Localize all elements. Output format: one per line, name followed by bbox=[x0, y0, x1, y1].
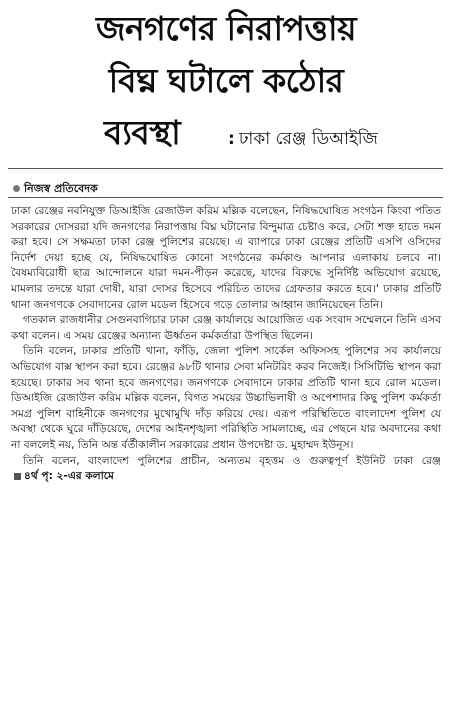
article-body bbox=[11, 204, 441, 485]
byline-text: নিজস্ব প্রতিবেদক bbox=[24, 182, 98, 195]
subhead-colon: : bbox=[228, 129, 235, 149]
divider-bottom bbox=[8, 197, 443, 198]
continued-on-text: ৪র্থ পৃ: ২-এর কলামে bbox=[24, 470, 114, 483]
continued-on bbox=[11, 470, 114, 482]
divider-top bbox=[8, 168, 443, 169]
bullet-icon bbox=[13, 185, 20, 192]
square-marker-icon bbox=[14, 473, 21, 480]
article-paragraph-4 bbox=[11, 454, 441, 485]
headline-line-3: ব্যবস্থা bbox=[104, 113, 181, 152]
headline-line-2: বিঘ্ন ঘটালে কঠোর bbox=[108, 61, 344, 100]
article-paragraph-4-text: তিনি বলেন, বাংলাদেশ পুলিশের প্রাচীন, অন্যতম বৃহত্তম ও গুরুত্বপূর্ণ ইউনিট ঢাকা রেঞ্জ bbox=[23, 454, 441, 467]
article-paragraph-2: গতকাল রাজধানীর সেগুনবাগিচার ঢাকা রেঞ্জ কার্যালয়ে আয়োজিত এক সংবাদ সম্মেলনে তিনি এসব কথা বলেন। এ সময় রেঞ্জের অন্যান্য ঊর্ধ্বতন কর্মকর্তারা উপস্থিত ছিলেন। bbox=[11, 314, 441, 342]
subhead-text: ঢাকা রেঞ্জ ডিআইজি bbox=[238, 129, 378, 149]
headline-subhead bbox=[228, 126, 378, 154]
headline-line-1: জনগণের নিরাপত্তায় bbox=[95, 9, 357, 48]
article-paragraph-3: তিনি বলেন, ঢাকার প্রতিটি থানা, ফাঁড়ি, জেলা পুলিশ সার্কেল অফিসসহ পুলিশের সব কার্যালয়ে অভিযোগ বাক্স স্থাপন করা হবে। রেঞ্জের ৯৮টি থানার সেবা মনিটরিং করব নিজেই। সিসিটিভি স্থাপন করা হয়েছে। ঢাকার সব থানা হবে জনগণের। জনগণকে সেবাদানে ঢাকার প্রতিটি থানা হবে রোল মডেল। ডিআইজি রেজাউল করিম মল্লিক বলেন, বিগত সময়ের উচ্চাভিলাষী ও অপেশাদার কিছু পুলিশ কর্মকর্তা সমগ্র পুলিশ বাহিনীকে জনগণের মুখোমুখি দাঁড় করিয়ে দেয়। এরূপ পরিস্থিতিতে বাংলাদেশ পুলিশ যে অবস্থা থেকে ঘুরে দাঁড়িয়েছে, দেশের আইনশৃঙ্খলা পরিস্থিতি সামলাচ্ছে, এর পেছনে যার অবদানের কথা না বললেই নয়, তিনি অন্ত র্বর্তীকালীন সরকারের প্রধান উপদেষ্টা ড. মুহাম্মদ ইউনূস। bbox=[11, 345, 442, 451]
article-paragraph-1: ঢাকা রেঞ্জের নবনিযুক্ত ডিআইজি রেজাউল করিম মল্লিক বলেছেন, নিষিদ্ধঘোষিত সংগঠন কিংবা পতিত সরকারের দোসররা যদি জনগণের নিরাপত্তায় বিঘ্ন ঘটানোর বিন্দুমাত্র চেষ্টাও করে, সেটা শক্ত হাতে দমন করা হবে। সে সক্ষমতা ঢাকা রেঞ্জ পুলিশের রয়েছে। এ ব্যাপারে ঢাকা রেঞ্জের প্রতিটি এসপি ওসিদের নির্দেশ দেয়া হচ্ছে যে, নিষিদ্ধঘোষিত কোনো সংগঠনের কর্মকাণ্ড আপনার এলাকায় চলবে না। বৈষম্যবিরোধী ছাত্র আন্দোলনে যারা দমন-পীড়ন করেছে, যাদের বিরুদ্ধে সুনির্দিষ্ট অভিযোগ রয়েছে, মামলার তদন্তে যারা দোষী, যারা দোসর হিসেবে পরিচিত তাদের গ্রেফতার করতে হবে।' ঢাকার প্রতিটি থানা জনগণকে সেবাদানের রোল মডেল হিসেবে গড়ে তোলার আহ্বান জানিয়েছেন তিনি। bbox=[11, 205, 441, 311]
